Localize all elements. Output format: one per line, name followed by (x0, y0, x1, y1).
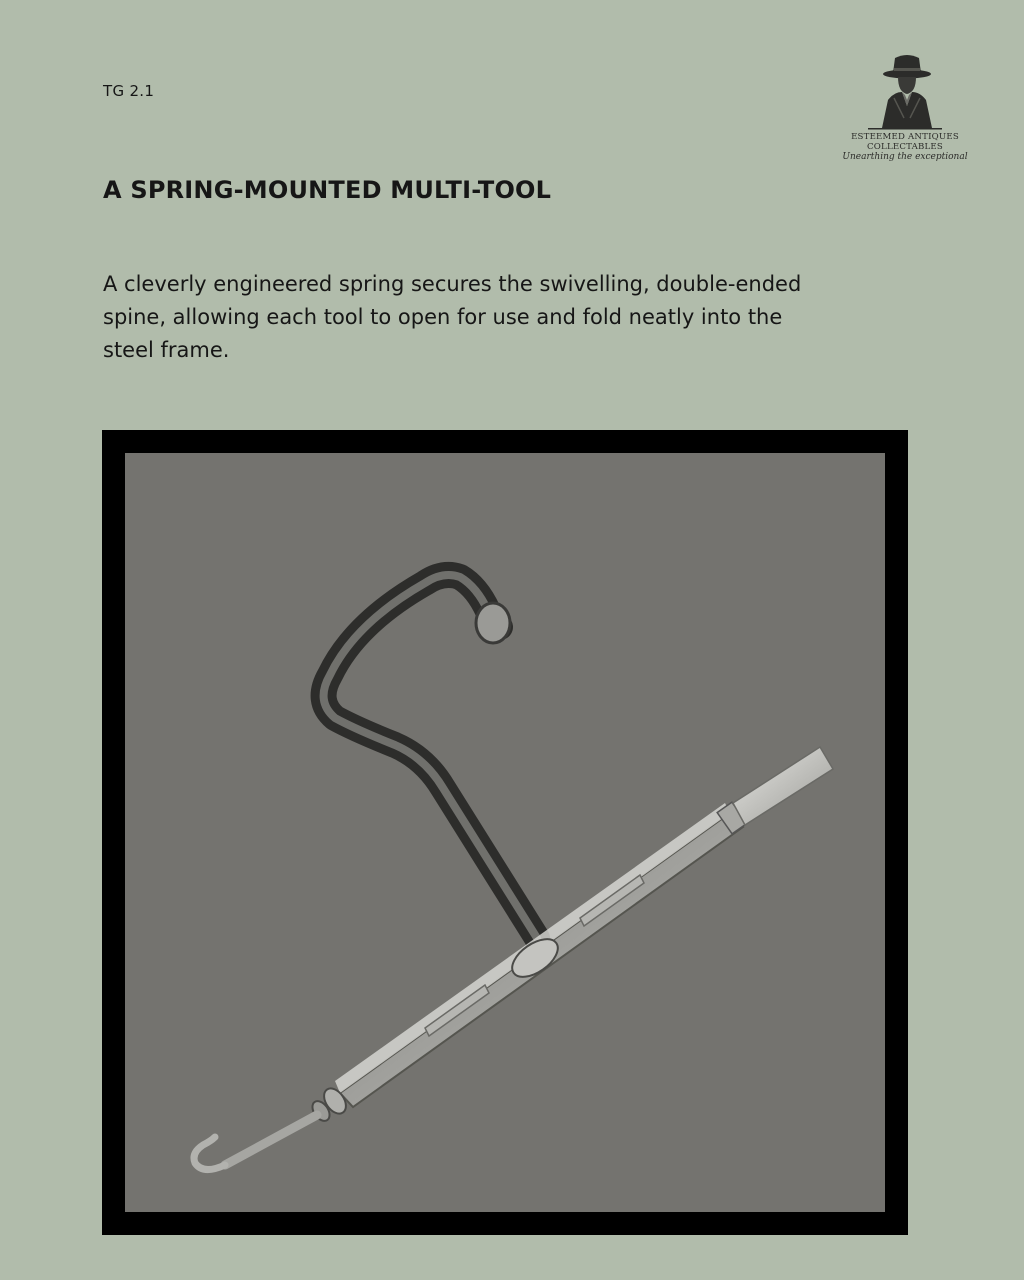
multi-tool-illustration (125, 453, 885, 1212)
description-text: A cleverly engineered spring secures the swivelling, double-ended spine, allowing each tool to open for use and fold neatly into the steel frame. (103, 272, 802, 362)
product-photo (125, 453, 885, 1212)
photo-frame (102, 430, 908, 1235)
logo-line-1: ESTEEMED ANTIQUES (851, 132, 959, 142)
page-title: A SPRING-MOUNTED MULTI-TOOL (103, 176, 552, 204)
logo-tagline: Unearthing the exceptional (842, 152, 968, 162)
logo-line-2: COLLECTABLES (867, 142, 943, 152)
reference-code: TG 2.1 (103, 82, 155, 100)
detective-silhouette-icon (860, 48, 950, 130)
brand-logo (842, 48, 968, 162)
